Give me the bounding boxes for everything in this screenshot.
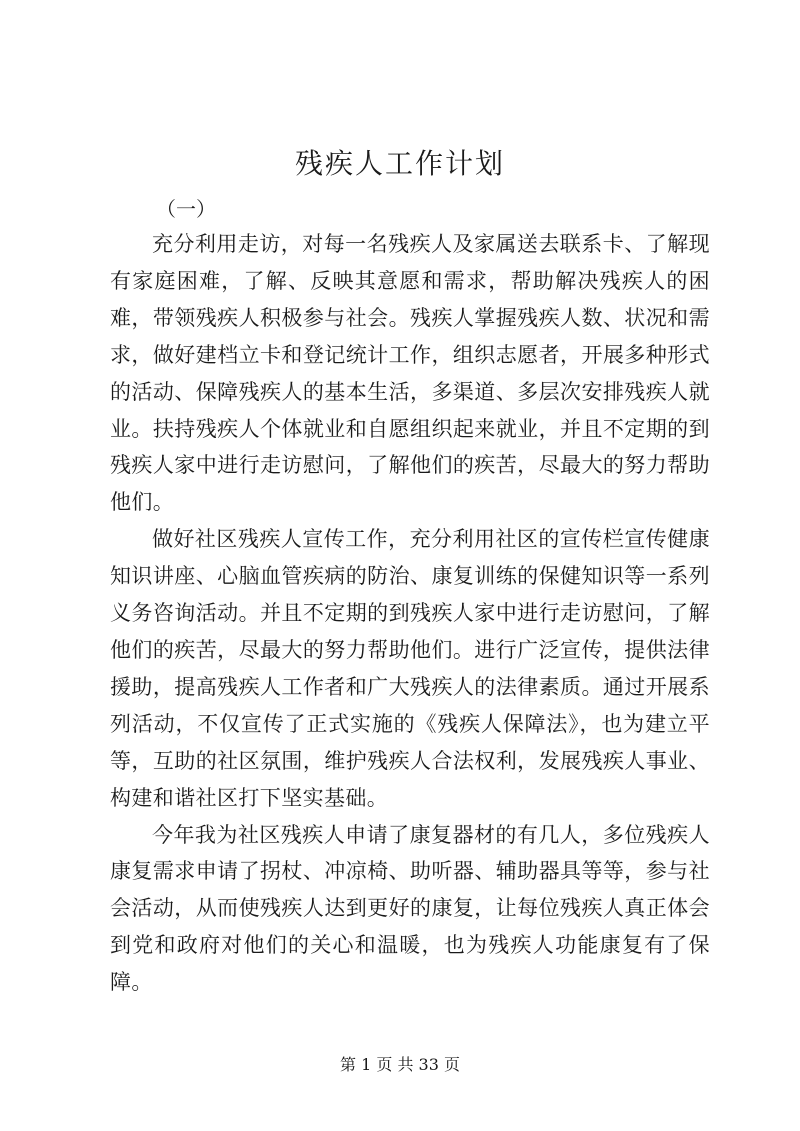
section-marker: （一） [156, 197, 216, 221]
paragraph: 充分利用走访，对每一名残疾人及家属送去联系卡、了解现有家庭困难，了解、反映其意愿和需求，帮助解决残疾人的困难，带领残疾人积极参与社会。残疾人掌握残疾人数、状况和需求，做好建档立卡和登记统计工作，组织志愿者，开展多种形式的活动、保障残疾人的基本生活，多渠道、多层次安排残疾人就业。扶持残疾人个体就业和自愿组织起来就业，并且不定期的到残疾人家中进行走访慰问，了解他们的疾苦，尽最大的努力帮助他们。 [110, 232, 710, 515]
paragraph: 做好社区残疾人宣传工作，充分利用社区的宣传栏宣传健康知识讲座、心脑血管疾病的防治、康复训练的保健知识等一系列义务咨询活动。并且不定期的到残疾人家中进行走访慰问，了解他们的疾苦，尽最大的努力帮助他们。进行广泛宣传，提供法律援助，提高残疾人工作者和广大残疾人的法律素质。通过开展系列活动，不仅宣传了正式实施的《残疾人保障法》，也为建立平等，互助的社区氛围，维护残疾人合法权利，发展残疾人事业、构建和谐社区打下坚实基础。 [110, 527, 710, 810]
page-footer: 第 1 页 共 33 页 [340, 1055, 460, 1074]
document-title: 残疾人工作计划 [294, 147, 505, 180]
paragraph: 今年我为社区残疾人申请了康复器材的有几人，多位残疾人康复需求申请了拐杖、冲凉椅、助听器、辅助器具等等，参与社会活动，从而使残疾人达到更好的康复，让每位残疾人真正体会到党和政府对他们的关心和温暖，也为残疾人功能康复有了保障。 [110, 822, 710, 995]
document-body [110, 226, 710, 1001]
